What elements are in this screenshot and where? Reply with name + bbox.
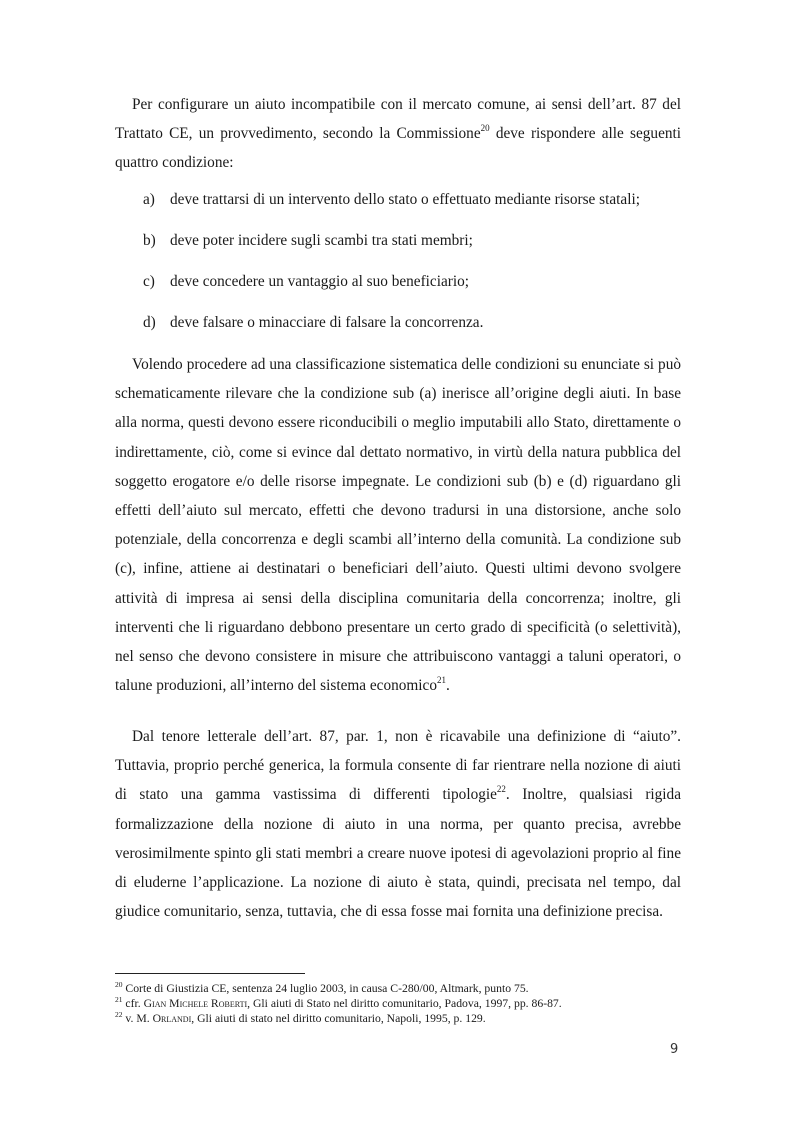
paragraph-classification	[115, 350, 681, 700]
condition-text: deve trattarsi di un intervento dello stato o effettuato mediante risorse statali;	[170, 191, 640, 208]
paragraph-definition-text-end: . Inoltre, qualsiasi rigida formalizzazione della nozione di aiuto in una norma, per quanto precisa, avrebbe verosimilmente spinto gli stati membri a creare nuove ipotesi di agevolazioni proprio al fine di eluderne l’applicazione. La nozione di aiuto è stata, quindi, precisata nel tempo, dal giudice comunitario, senza, tuttavia, che di essa fosse mai fornita una definizione precisa.	[115, 786, 681, 921]
footnote-number: 21	[115, 995, 123, 1005]
footnote-author: Gian Michele Roberti	[143, 997, 248, 1011]
footnotes	[115, 981, 681, 1027]
condition-item-a	[143, 191, 640, 209]
paragraph-definition	[115, 722, 681, 926]
paragraph-intro	[115, 90, 681, 178]
condition-marker: a)	[143, 191, 155, 208]
condition-text: deve falsare o minacciare di falsare la concorrenza.	[170, 314, 484, 331]
footnote-prefix: cfr.	[122, 997, 144, 1011]
footnote-21	[115, 996, 681, 1011]
condition-item-c	[143, 273, 469, 291]
paragraph-classification-end: .	[446, 677, 450, 695]
page-number: 9	[670, 1042, 679, 1057]
paragraph-intro-text-end: deve rispondere alle seguenti quattro condizione:	[115, 125, 682, 172]
footnote-separator	[115, 973, 305, 974]
condition-marker: b)	[143, 232, 156, 249]
paragraph-definition-text: Dal tenore letterale dell’art. 87, par. 1, non è ricavabile una definizione di “aiuto”. Tuttavia, proprio perché generica, la formula consente di far rientrare nella nozione di aiuti di stato una gamma vastissima di differenti tipologie	[115, 728, 681, 804]
paragraph-intro-text: Per configurare un aiuto incompatibile con il mercato comune, ai sensi dell’art. 87 del Trattato CE, un provvedimento, secondo la Commissione	[115, 96, 681, 143]
condition-text: deve concedere un vantaggio al suo beneficiario;	[170, 273, 470, 290]
condition-marker: d)	[143, 314, 156, 331]
footnote-author: Orlandi	[152, 1012, 192, 1026]
footnote-22	[115, 1011, 681, 1026]
paragraph-classification-text: Volendo procedere ad una classificazione sistematica delle condizioni su enunciate si può schematicamente rilevare che la condizione sub (a) inerisce all’origine degli aiuti. In base alla norma, questi devono essere riconducibili o meglio imputabili allo Stato, direttamente o indirettamente, ciò, come si evince dal dettato normativo, in virtù della natura pubblica del soggetto erogatore e/o delle risorse impegnate. Le condizioni sub (b) e (d) riguardano gli effetti dell’aiuto sul mercato, effetti che devono tradursi in una distorsione, anche solo potenziale, della concorrenza e degli scambi all’interno della comunità. La condizione sub (c), infine, attiene ai destinatari o beneficiari dell’aiuto. Questi ultimi devono svolgere attività di impresa ai sensi della disciplina comunitaria della concorrenza; inoltre, gli interventi che li riguardano debbono presentare un certo grado di specificità (o selettività), nel senso che devono consistere in misure che attribuiscono vantaggi a taluni operatori, o talune produzioni, all’interno del sistema economico	[115, 356, 681, 695]
footnote-ref-22[interactable]: 22	[496, 784, 506, 795]
footnote-ref-20[interactable]: 20	[480, 123, 490, 134]
footnote-20	[115, 981, 681, 996]
condition-text: deve poter incidere sugli scambi tra stati membri;	[170, 232, 473, 249]
footnote-text: , Gli aiuti di stato nel diritto comunitario, Napoli, 1995, p. 129.	[191, 1012, 486, 1026]
footnote-prefix: v. M.	[122, 1012, 153, 1026]
footnote-ref-21[interactable]: 21	[437, 675, 446, 686]
footnote-text: , Gli aiuti di Stato nel diritto comunitario, Padova, 1997, pp. 86-87.	[247, 997, 562, 1011]
condition-marker: c)	[143, 273, 155, 290]
footnote-number: 22	[115, 1010, 123, 1020]
footnote-number: 20	[115, 980, 123, 989]
footnote-text: Corte di Giustizia CE, sentenza 24 luglio 2003, in causa C-280/00, Altmark, punto 75.	[122, 982, 529, 995]
condition-item-d	[143, 314, 483, 332]
condition-item-b	[143, 232, 473, 250]
